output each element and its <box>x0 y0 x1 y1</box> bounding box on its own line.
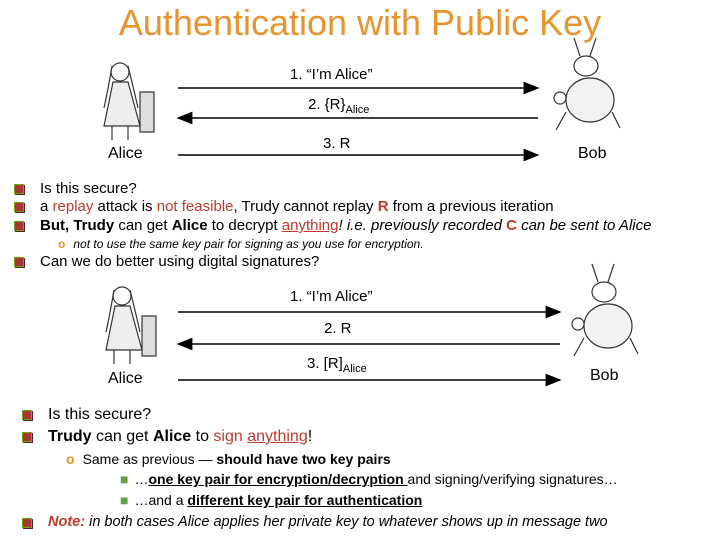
slide-title: Authentication with Public Key <box>118 2 602 43</box>
bottom-message-3: 3. $[R]_{Alice}$ <box>307 355 367 375</box>
bottom-alice-label: Alice <box>108 370 143 387</box>
sub-bullet-key-pair: o not to use the same key pair for signing as you use for encryption. <box>58 237 424 251</box>
bottom-message-1: 1. “I’m Alice” <box>290 288 373 305</box>
bullet-replay: a replay attack is not feasible, Trudy cannot replay R from a previous iteration <box>40 198 554 215</box>
top-alice-label: Alice <box>108 145 143 162</box>
alice-figure-icon <box>104 63 154 140</box>
bullet-secure-question-2: Is this secure? <box>48 406 151 424</box>
top-message-1: 1. “I’m Alice” <box>290 66 373 83</box>
bullet-trudy-sign: Trudy can get Alice to sign anything! <box>48 428 312 446</box>
white-rabbit-icon <box>554 38 620 130</box>
top-bob-label: Bob <box>578 145 607 162</box>
sub-sub-bullet-one-key-pair: ■ …one key pair for encryption/decryption and signing/verifying signatures… <box>120 471 618 487</box>
bullet-note: Note: in both cases Alice applies her private key to whatever shows up in message two <box>48 514 608 530</box>
top-message-2: 2. $\{R\}_{Alice}$ <box>308 96 370 116</box>
bullet-digital-signatures: Can we do better using digital signatures? <box>40 253 319 270</box>
top-message-3: 3. R <box>323 135 351 152</box>
alice-figure-icon-2 <box>106 287 156 364</box>
bullet-but-trudy: But, Trudy can get Alice to decrypt anything! i.e. previously recorded C can be sent to Alice <box>40 217 651 234</box>
sub-bullet-same-as-previous: o Same as previous — should have two key pairs <box>66 451 391 467</box>
bullet-secure-question: Is this secure? <box>40 180 137 197</box>
bottom-bob-label: Bob <box>590 367 619 384</box>
sub-sub-bullet-different-key-pair: ■ …and a different key pair for authentication <box>120 492 423 508</box>
bottom-message-2: 2. R <box>324 320 352 337</box>
white-rabbit-icon-2 <box>572 264 638 356</box>
